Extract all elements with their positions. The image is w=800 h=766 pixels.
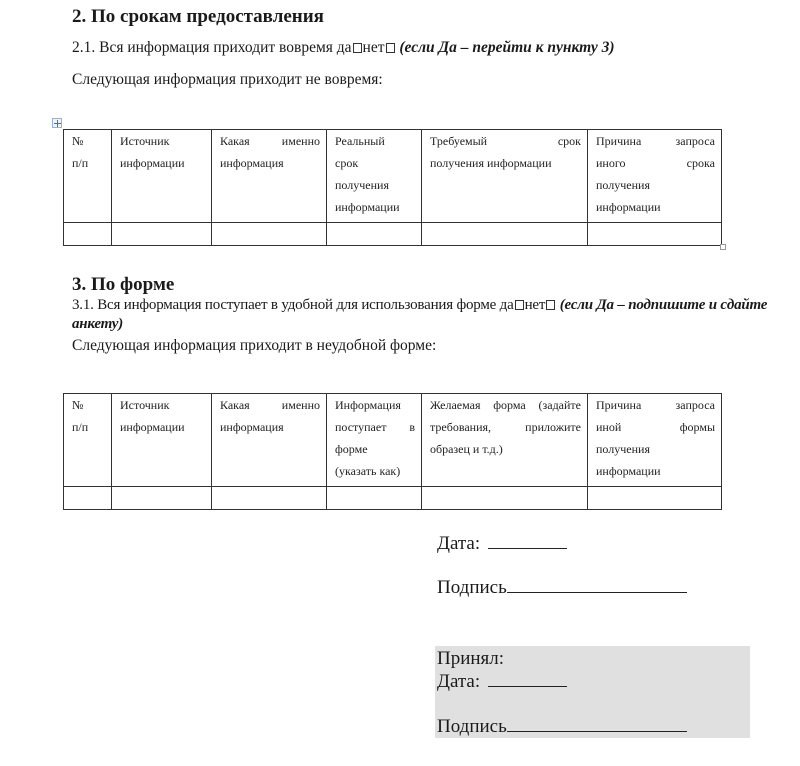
question-text: 2.1. Вся информация приходит вовремя да: [72, 39, 352, 56]
date-input-line[interactable]: [488, 685, 567, 687]
question-hint: (если Да – перейти к пункту 3): [399, 39, 615, 56]
header-cell-what-info: Какая именно информация: [212, 394, 327, 487]
section3-question: [72, 297, 767, 314]
table-resize-handle-icon[interactable]: [720, 244, 726, 250]
header-cell-required-term: Требуемый срок получения информации: [422, 130, 588, 223]
section3-question-hint-cont: анкету): [72, 316, 123, 332]
table-cell[interactable]: [327, 487, 422, 510]
table-cell[interactable]: [212, 487, 327, 510]
section3-heading: 3. По форме: [72, 274, 175, 295]
signature-field: [437, 577, 687, 599]
header-cell-reason: Причина запроса иной формы получения информации: [588, 394, 722, 487]
date-label: Дата:: [437, 533, 481, 554]
date-field: [437, 533, 567, 555]
table-cell[interactable]: [588, 487, 722, 510]
accepted-signature-field: [437, 716, 687, 738]
signature-label: Подпись: [437, 716, 507, 737]
signature-input-line[interactable]: [507, 591, 687, 593]
table-cell[interactable]: [588, 223, 722, 246]
table-cell[interactable]: [64, 223, 112, 246]
question-text: 3.1. Вся информация поступает в удобной для использования форме да: [72, 297, 514, 313]
accepted-date-field: [437, 671, 567, 693]
accepted-label: Принял:: [437, 648, 505, 669]
header-cell-number: № п/п: [64, 130, 112, 223]
table-cell[interactable]: [212, 223, 327, 246]
question-hint: (если Да – подпишите и сдайте: [559, 297, 768, 313]
section2-heading: 2. По срокам предоставления: [72, 6, 324, 27]
header-cell-source: Источник информации: [112, 394, 212, 487]
section2-question: [72, 39, 615, 57]
header-cell-source: Источник информации: [112, 130, 212, 223]
option-no-label: нет: [524, 297, 546, 313]
table-header-row: [64, 394, 722, 487]
table-cell[interactable]: [64, 487, 112, 510]
header-cell-reason: Причина запроса иного срока получения информации: [588, 130, 722, 223]
table-cell[interactable]: [422, 487, 588, 510]
date-input-line[interactable]: [488, 547, 567, 549]
table-header-row: [64, 130, 722, 223]
header-cell-real-term: Реальный срок получения информации: [327, 130, 422, 223]
checkbox-yes[interactable]: [515, 300, 524, 310]
checkbox-no[interactable]: [386, 43, 395, 53]
section2-table: [63, 129, 722, 246]
table-row: [64, 223, 722, 246]
signature-label: Подпись: [437, 577, 507, 598]
section3-table-intro: Следующая информация приходит в неудобной форме:: [72, 337, 437, 354]
signature-input-line[interactable]: [507, 730, 687, 732]
header-cell-desired-form: Желаемая форма (задайте требования, приложите образец и т.д.): [422, 394, 588, 487]
table-row: [64, 487, 722, 510]
header-cell-number: № п/п: [64, 394, 112, 487]
section3-table: [63, 393, 722, 510]
table-cell[interactable]: [112, 223, 212, 246]
option-no-label: нет: [362, 39, 385, 56]
table-cell[interactable]: [327, 223, 422, 246]
table-cell[interactable]: [422, 223, 588, 246]
section2-table-intro: Следующая информация приходит не вовремя:: [72, 71, 383, 88]
table-cell[interactable]: [112, 487, 212, 510]
checkbox-no[interactable]: [546, 300, 555, 310]
table-move-handle-icon[interactable]: [52, 118, 62, 128]
header-cell-received-form: Информация поступает в форме (указать как): [327, 394, 422, 487]
header-cell-what-info: Какая именно информация: [212, 130, 327, 223]
date-label: Дата:: [437, 671, 481, 692]
checkbox-yes[interactable]: [353, 43, 362, 53]
